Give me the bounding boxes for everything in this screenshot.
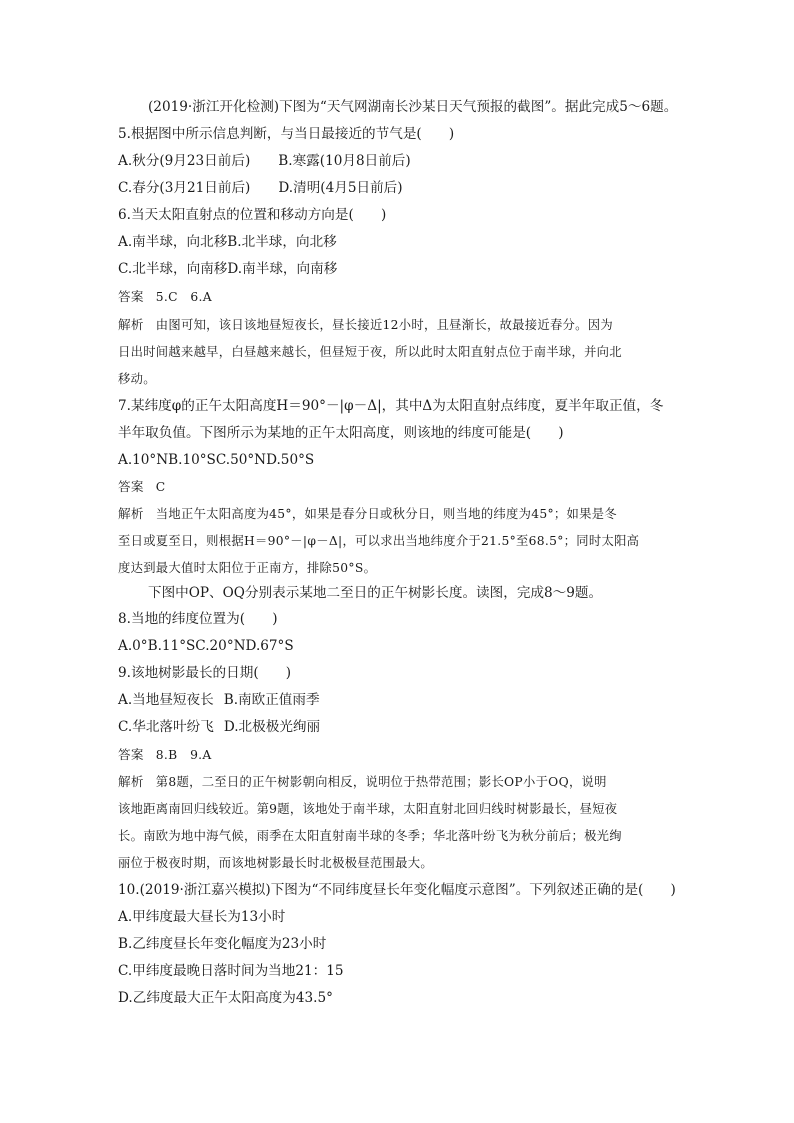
- q5-stem: 5.根据图中所示信息判断，与当日最接近的节气是( ): [118, 126, 455, 142]
- explanation-label: 解析: [118, 317, 144, 332]
- q7-stem-line2: 半年取负值。下图所示为某地的正午太阳高度，则该地的纬度可能是( ): [118, 425, 564, 441]
- q7-stem-line1: 7.某纬度φ的正午太阳高度H＝90°－|φ－Δ|，其中Δ为太阳直射点纬度，夏半年取正值，冬: [118, 398, 664, 414]
- q5-options-ab: [118, 152, 411, 170]
- explanation-q5-6-line1: [118, 316, 613, 334]
- answer-label: 答案: [118, 479, 144, 494]
- explanation-q5-6-line2: 日出时间越来越早，白昼越来越长，但昼短于夜，所以此时太阳直射点位于南半球，并向北: [118, 345, 622, 359]
- q5-option-a: A.秋分(9月23日前后): [118, 153, 251, 169]
- intro-q8-9: 下图中OP、OQ分别表示某地二至日的正午树影长度。读图，完成8～9题。: [148, 585, 603, 601]
- explanation-label: 解析: [118, 506, 144, 521]
- explanation-q5-6-line3: 移动。: [118, 372, 156, 386]
- explanation-q7-line1: [118, 505, 617, 523]
- answer-text: 5.C 6.A: [155, 290, 212, 304]
- q5-option-c: C.春分(3月21日前后): [118, 180, 251, 196]
- q9-stem: 9.该地树影最长的日期( ): [118, 665, 292, 681]
- intro-q5-6: (2019·浙江开化检测)下图为“天气网湖南长沙某日天气预报的截图”。据此完成5～6题。: [148, 99, 678, 115]
- q10-option-c: C.甲纬度最晚日落时间为当地21：15: [118, 963, 344, 979]
- explanation-text: 由图可知，该日该地昼短夜长，昼长接近12小时，且昼渐长，故最接近春分。因为: [155, 318, 613, 332]
- q5-options-cd: [118, 179, 403, 197]
- q9-options-ab: [118, 691, 320, 709]
- answer-label: 答案: [118, 289, 144, 304]
- answer-text: 8.B 9.A: [155, 748, 212, 762]
- q10-option-a: A.甲纬度最大昼长为13小时: [118, 909, 286, 925]
- explanation-q8-9-line1: [118, 773, 607, 791]
- q10-option-b: B.乙纬度昼长年变化幅度为23小时: [118, 936, 327, 952]
- q9-option-c: C.华北落叶纷飞: [118, 719, 214, 735]
- q6-options-ab: A.南半球，向北移B.北半球，向北移: [118, 234, 337, 250]
- q10-stem: 10.(2019·浙江嘉兴模拟)下图为“不同纬度昼长年变化幅度示意图”。下列叙述正确的是( ): [118, 882, 676, 898]
- answer-text: C: [155, 480, 166, 494]
- answer-q5-6: [118, 288, 212, 306]
- q6-options-cd: C.北半球，向南移D.南半球，向南移: [118, 261, 338, 277]
- answer-q8-9: [118, 746, 212, 764]
- q8-options: A.0°B.11°SC.20°ND.67°S: [118, 638, 294, 654]
- q9-option-b: B.南欧正值雨季: [223, 692, 320, 708]
- q5-option-b: B.寒露(10月8日前后): [278, 153, 411, 169]
- explanation-label: 解析: [118, 774, 144, 789]
- q9-option-d: D.北极极光绚丽: [223, 719, 321, 735]
- q5-option-d: D.清明(4月5日前后): [278, 180, 403, 196]
- q9-options-cd: [118, 718, 320, 736]
- explanation-q8-9-line4: 丽位于极夜时期，而该地树影最长时北极极昼范围最大。: [118, 856, 433, 870]
- q8-stem: 8.当地的纬度位置为( ): [118, 611, 278, 627]
- explanation-q8-9-line2: 该地距离南回归线较近。第9题，该地处于南半球，太阳直射北回归线时树影最长，昼短夜: [118, 802, 618, 816]
- explanation-q7-line3: 度达到最大值时太阳位于正南方，排除50°S。: [118, 561, 377, 575]
- answer-label: 答案: [118, 747, 144, 762]
- q9-option-a: A.当地昼短夜长: [118, 692, 214, 708]
- q6-stem: 6.当天太阳直射点的位置和移动方向是( ): [118, 207, 387, 223]
- explanation-q8-9-line3: 长。南欧为地中海气候，雨季在太阳直射南半球的冬季；华北落叶纷飞为秋分前后；极光绚: [118, 829, 622, 843]
- explanation-text: 当地正午太阳高度为45°，如果是春分日或秋分日，则当地的纬度为45°；如果是冬: [155, 507, 617, 521]
- explanation-text: 第8题，二至日的正午树影朝向相反，说明位于热带范围；影长OP小于OQ，说明: [155, 775, 607, 789]
- answer-q7: [118, 478, 166, 496]
- q10-option-d: D.乙纬度最大正午太阳高度为43.5°: [118, 990, 333, 1006]
- explanation-q7-line2: 至日或夏至日，则根据H＝90°－|φ－Δ|，可以求出当地纬度介于21.5°至68.5°；同时太阳高: [118, 534, 640, 548]
- q7-options: A.10°NB.10°SC.50°ND.50°S: [118, 452, 315, 468]
